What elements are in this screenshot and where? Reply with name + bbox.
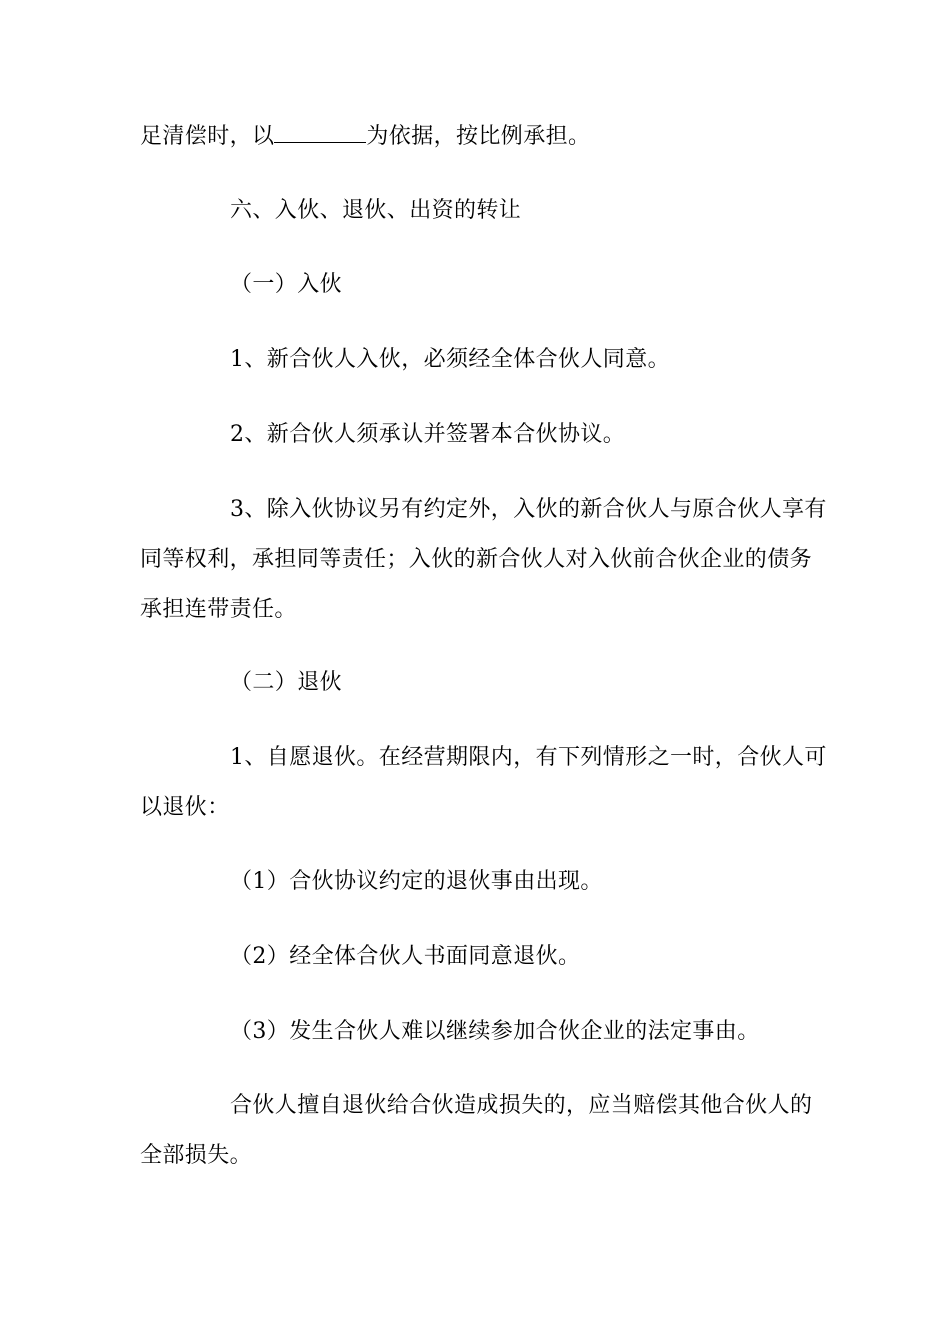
list-item-2: （2）经全体合伙人书面同意退伙。 xyxy=(230,944,581,969)
list-item-3: （3）发生合伙人难以继续参加合伙企业的法定事由。 xyxy=(230,1019,760,1044)
paragraph-voluntary-line-2: 以退伙： xyxy=(140,795,230,820)
section-heading-six: 六、入伙、退伙、出资的转让 xyxy=(230,198,522,223)
paragraph-item-3-line-2: 同等权利，承担同等责任；入伙的新合伙人对入伙前合伙企业的债务 xyxy=(140,547,813,572)
list-item-1: （1）合伙协议约定的退伙事由出现。 xyxy=(230,869,603,894)
text-segment: 为依据，按比例承担。 xyxy=(366,124,591,149)
subsection-heading-join: （一）入伙 xyxy=(230,272,343,297)
paragraph-damages-line-1: 合伙人擅自退伙给合伙造成损失的，应当赔偿其他合伙人的 xyxy=(230,1093,813,1118)
paragraph-line-liability-basis xyxy=(140,124,590,149)
text-segment: 足清偿时，以 xyxy=(140,124,275,149)
paragraph-voluntary-line-1: 1、自愿退伙。在经营期限内，有下列情形之一时，合伙人可 xyxy=(230,745,827,770)
fill-in-blank[interactable] xyxy=(274,124,366,143)
paragraph-item-1: 1、新合伙人入伙，必须经全体合伙人同意。 xyxy=(230,347,670,372)
paragraph-item-3-line-1: 3、除入伙协议另有约定外，入伙的新合伙人与原合伙人享有 xyxy=(230,497,827,522)
subsection-heading-withdraw: （二）退伙 xyxy=(230,670,343,695)
paragraph-item-3-line-3: 承担连带责任。 xyxy=(140,597,297,622)
paragraph-damages-line-2: 全部损失。 xyxy=(140,1143,253,1168)
paragraph-item-2: 2、新合伙人须承认并签署本合伙协议。 xyxy=(230,422,626,447)
